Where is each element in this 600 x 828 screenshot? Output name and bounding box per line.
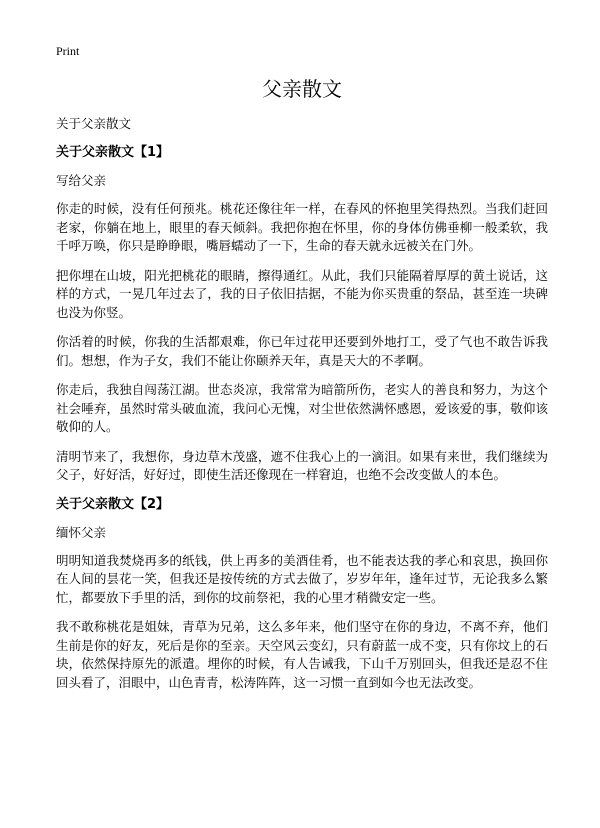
paragraph: 我不敢称桃花是姐妹，青草为兄弟，这么多年来，他们坚守在你的身边，不离不弃，他们生前是你的好友，死后是你的至亲。天空风云变幻，只有蔚蓝一成不变，只有你坟上的石块，依然保持原先的派遣。埋你的时候，有人告诫我，下山千万别回头，但我还是忍不住回头看了，泪眼中，山色青青，松涛阵阵，这一习惯一直到如今也无法改变。 [56, 619, 548, 690]
print-link[interactable]: Print [56, 44, 80, 58]
section-title: 缅怀父亲 [56, 524, 107, 540]
paragraph: 你走后，我独自闯荡江湖。世态炎凉，我常常为暗箭所伤，老实人的善良和努力，为这个社会唾弃，虽然时常头破血流，我问心无愧，对尘世依然满怀感恩，爱该爱的事，敬仰该敬仰的人。 [56, 382, 548, 434]
section-2 [56, 496, 548, 693]
page-title: 父亲散文 [262, 77, 342, 101]
section-1 [56, 144, 548, 485]
section-heading: 关于父亲散文【2】 [56, 496, 170, 512]
section-title: 写给父亲 [56, 173, 107, 188]
section-heading: 关于父亲散文【1】 [56, 145, 170, 160]
page-subtitle: 关于父亲散文 [56, 116, 132, 131]
paragraph: 清明节来了，我想你，身边草木茂盛，遮不住我心上的一滴泪。如果有来世，我们继续为父子，好好活，好好过，即使生活还像现在一样窘迫，也绝不会改变做人的本色。 [56, 448, 548, 482]
paragraph: 你活着的时候，你我的生活都艰难，你已年过花甲还要到外地打工，受了气也不敢告诉我们。想想，作为子女，我们不能让你颐养天年，真是天大的不孝啊。 [56, 334, 548, 368]
paragraph: 明明知道我焚烧再多的纸钱，供上再多的美酒佳肴，也不能表达我的孝心和哀思，换回你在人间的昙花一笑，但我还是按传统的方式去做了，岁岁年年，逢年过节，无论我多么繁忙，都要放下手里的活，到你的坟前祭祀，我的心里才稍微安定一些。 [56, 552, 548, 605]
paragraph: 把你埋在山坡，阳光把桃花的眼睛，擦得通红。从此，我们只能隔着厚厚的黄土说话，这样的方式，一晃几年过去了，我的日子依旧拮据，不能为你买贵重的祭品，甚至连一块碑也没为你竖。 [56, 267, 548, 320]
paragraph: 你走的时候，没有任何预兆。桃花还像往年一样，在春风的怀抱里笑得热烈。当我们赶回老家，你躺在地上，眼里的春天倾斜。我把你抱在怀里，你的身体仿佛垂柳一般柔软，我千呼万唤，你只是睁睁眼，嘴唇蠕动了一下，生命的春天就永远被关在门外。 [56, 201, 548, 253]
